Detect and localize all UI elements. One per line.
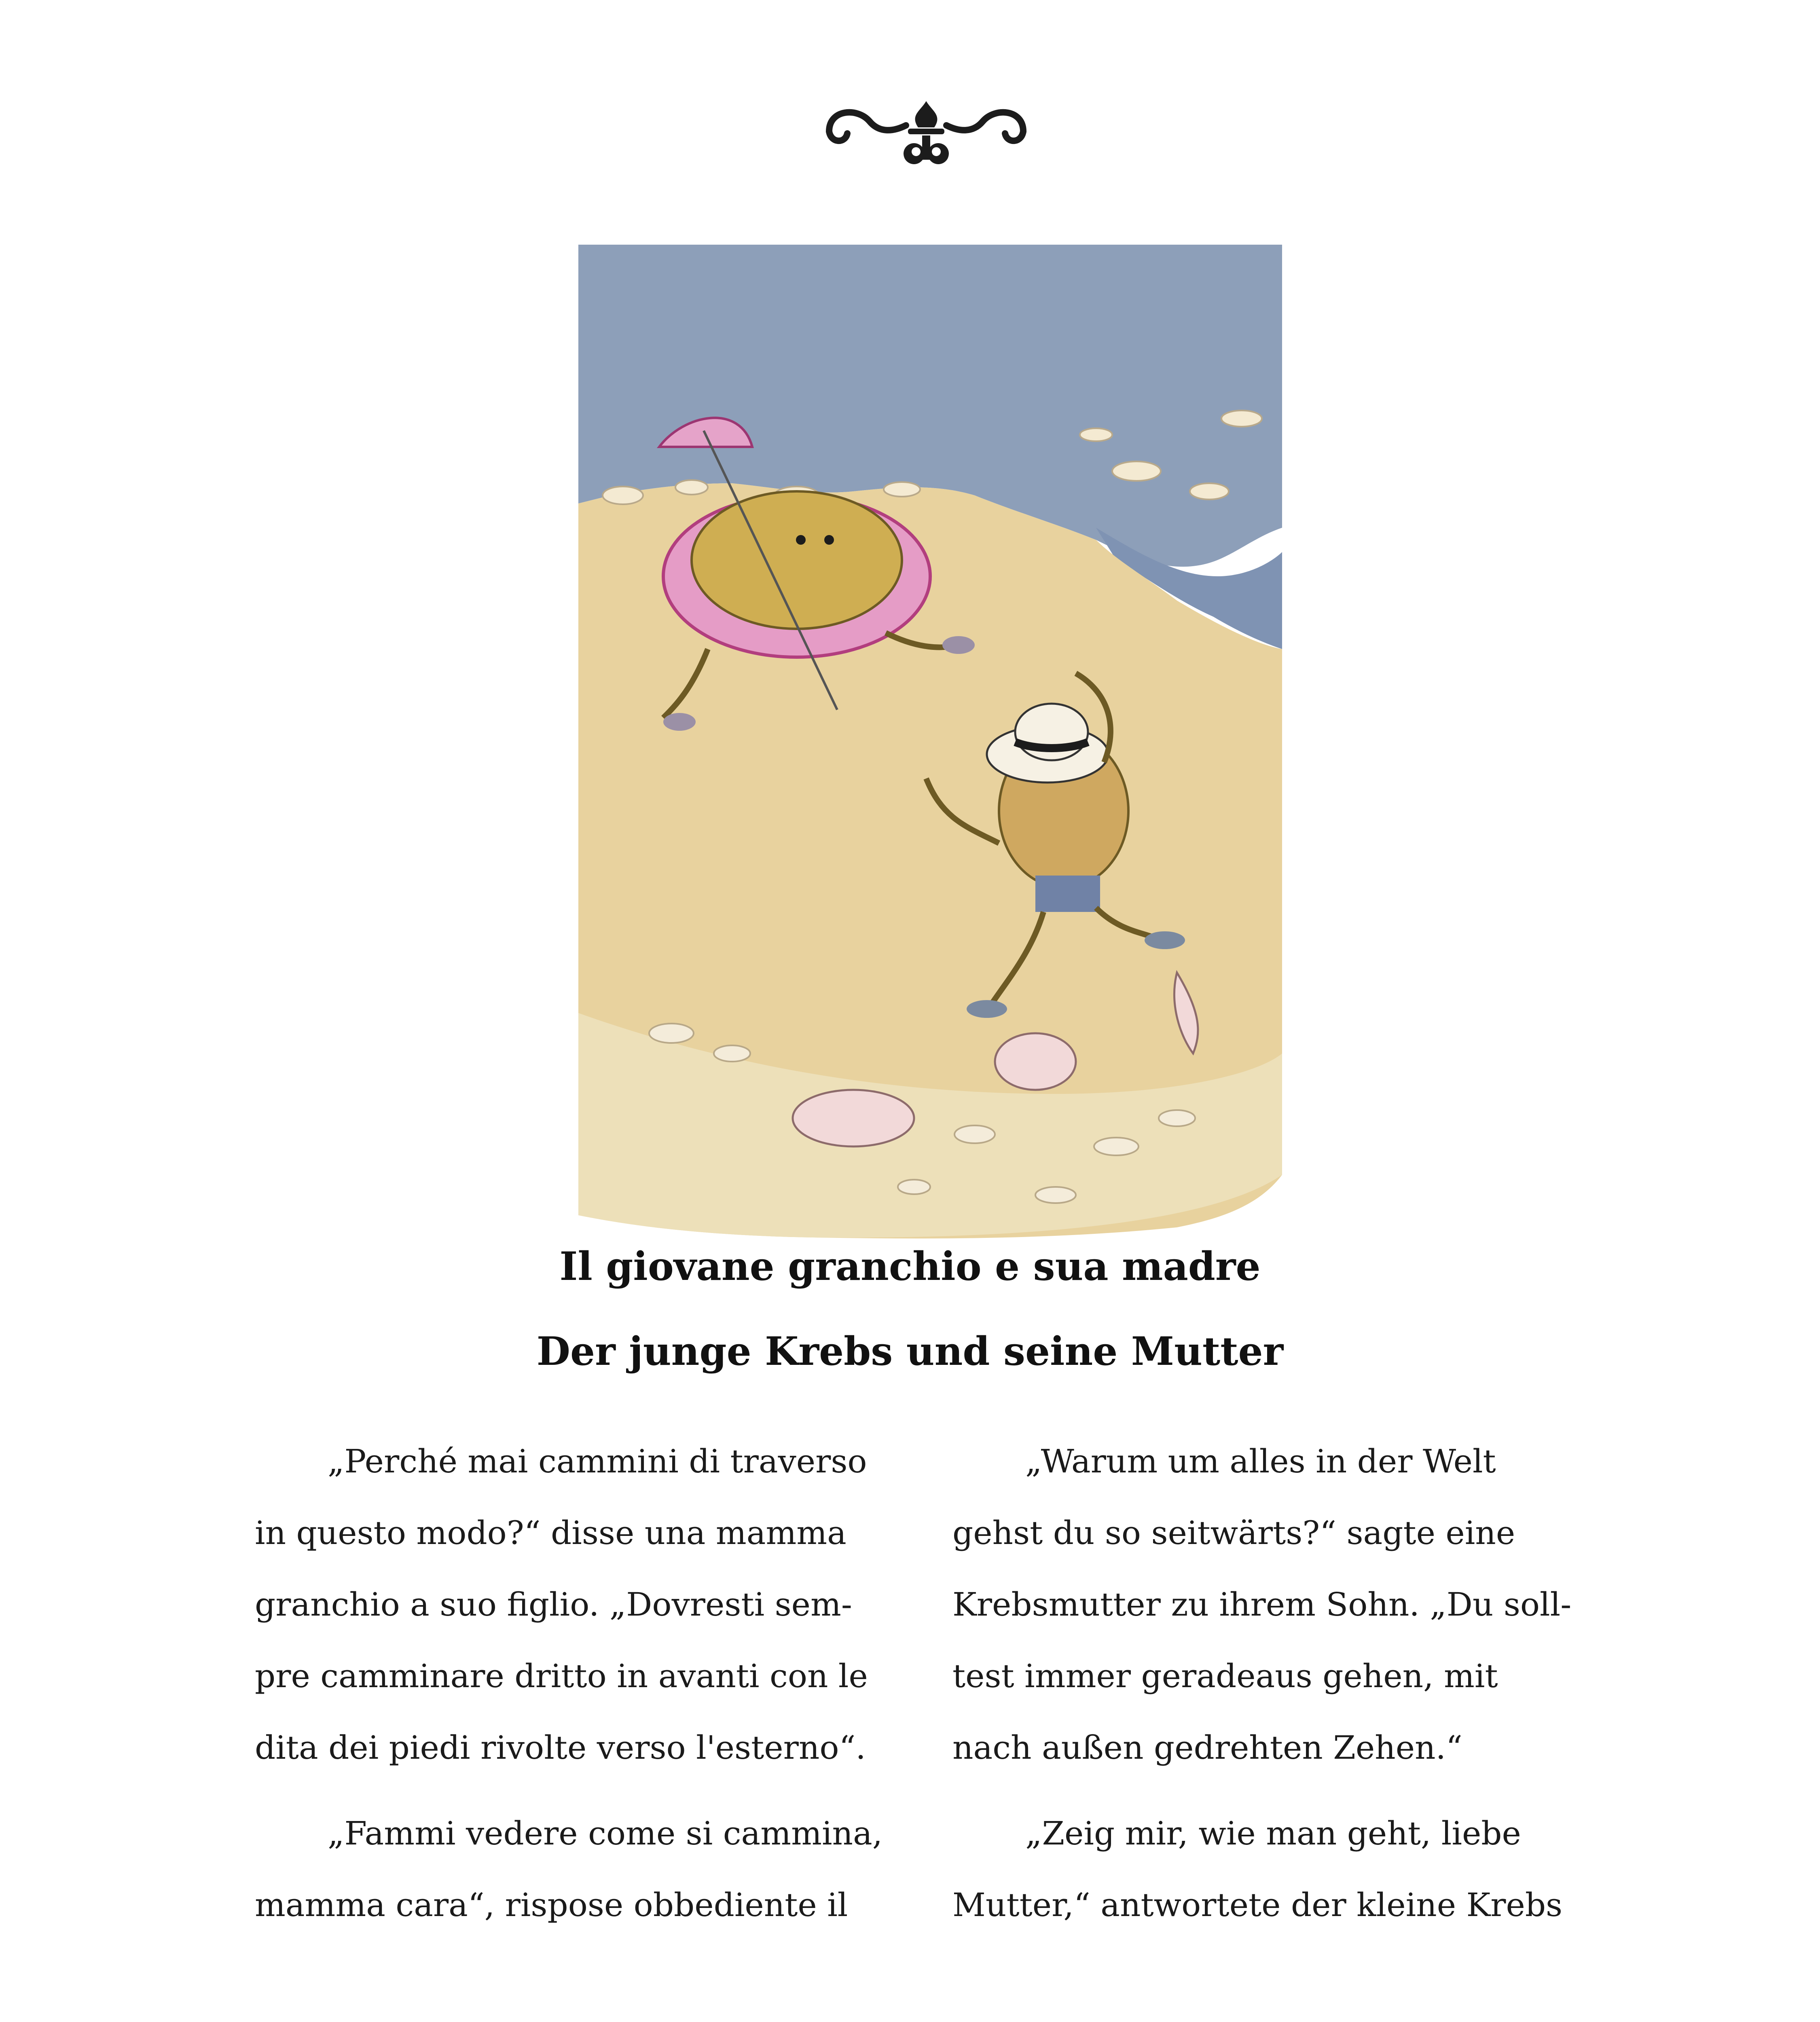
text-line: granchio a suo figlio. „Dovresti sem- bbox=[255, 1586, 852, 1623]
italian-text-column bbox=[255, 1426, 910, 1941]
top-flourish-ornament bbox=[813, 93, 1039, 174]
title-german: Der junge Krebs und seine Mutter bbox=[536, 1328, 1284, 1374]
text-line: test immer geradeaus gehen, mit bbox=[952, 1657, 1498, 1695]
text-line: mamma cara“, rispose obbediente il bbox=[255, 1886, 848, 1924]
german-paragraph-1 bbox=[952, 1426, 1608, 1783]
german-paragraph-2 bbox=[952, 1798, 1608, 1941]
crab-illustration bbox=[570, 245, 1282, 1239]
text-line: „Zeig mir, wie man geht, liebe bbox=[1025, 1815, 1521, 1852]
text-line: gehst du so seitwärts?“ sagte eine bbox=[952, 1514, 1515, 1552]
text-line: Mutter,“ antwortete der kleine Krebs bbox=[952, 1886, 1563, 1924]
text-line: in questo modo?“ disse una mamma bbox=[255, 1514, 847, 1552]
text-line: „Fammi vedere come si cammina, bbox=[328, 1815, 883, 1852]
italian-paragraph-2 bbox=[255, 1798, 910, 1941]
text-line: pre camminare dritto in avanti con le bbox=[255, 1657, 868, 1695]
german-text-column bbox=[952, 1426, 1608, 1941]
text-line: Krebsmutter zu ihrem Sohn. „Du soll- bbox=[952, 1586, 1572, 1623]
text-line: nach außen gedrehten Zehen.“ bbox=[952, 1729, 1462, 1766]
text-line: „Perché mai cammini di traverso bbox=[328, 1442, 867, 1480]
title-italian: Il giovane granchio e sua madre bbox=[559, 1244, 1261, 1289]
text-line: dita dei piedi rivolte verso l'esterno“. bbox=[255, 1729, 866, 1766]
text-line: „Warum um alles in der Welt bbox=[1025, 1442, 1496, 1480]
italian-paragraph-1 bbox=[255, 1426, 910, 1783]
